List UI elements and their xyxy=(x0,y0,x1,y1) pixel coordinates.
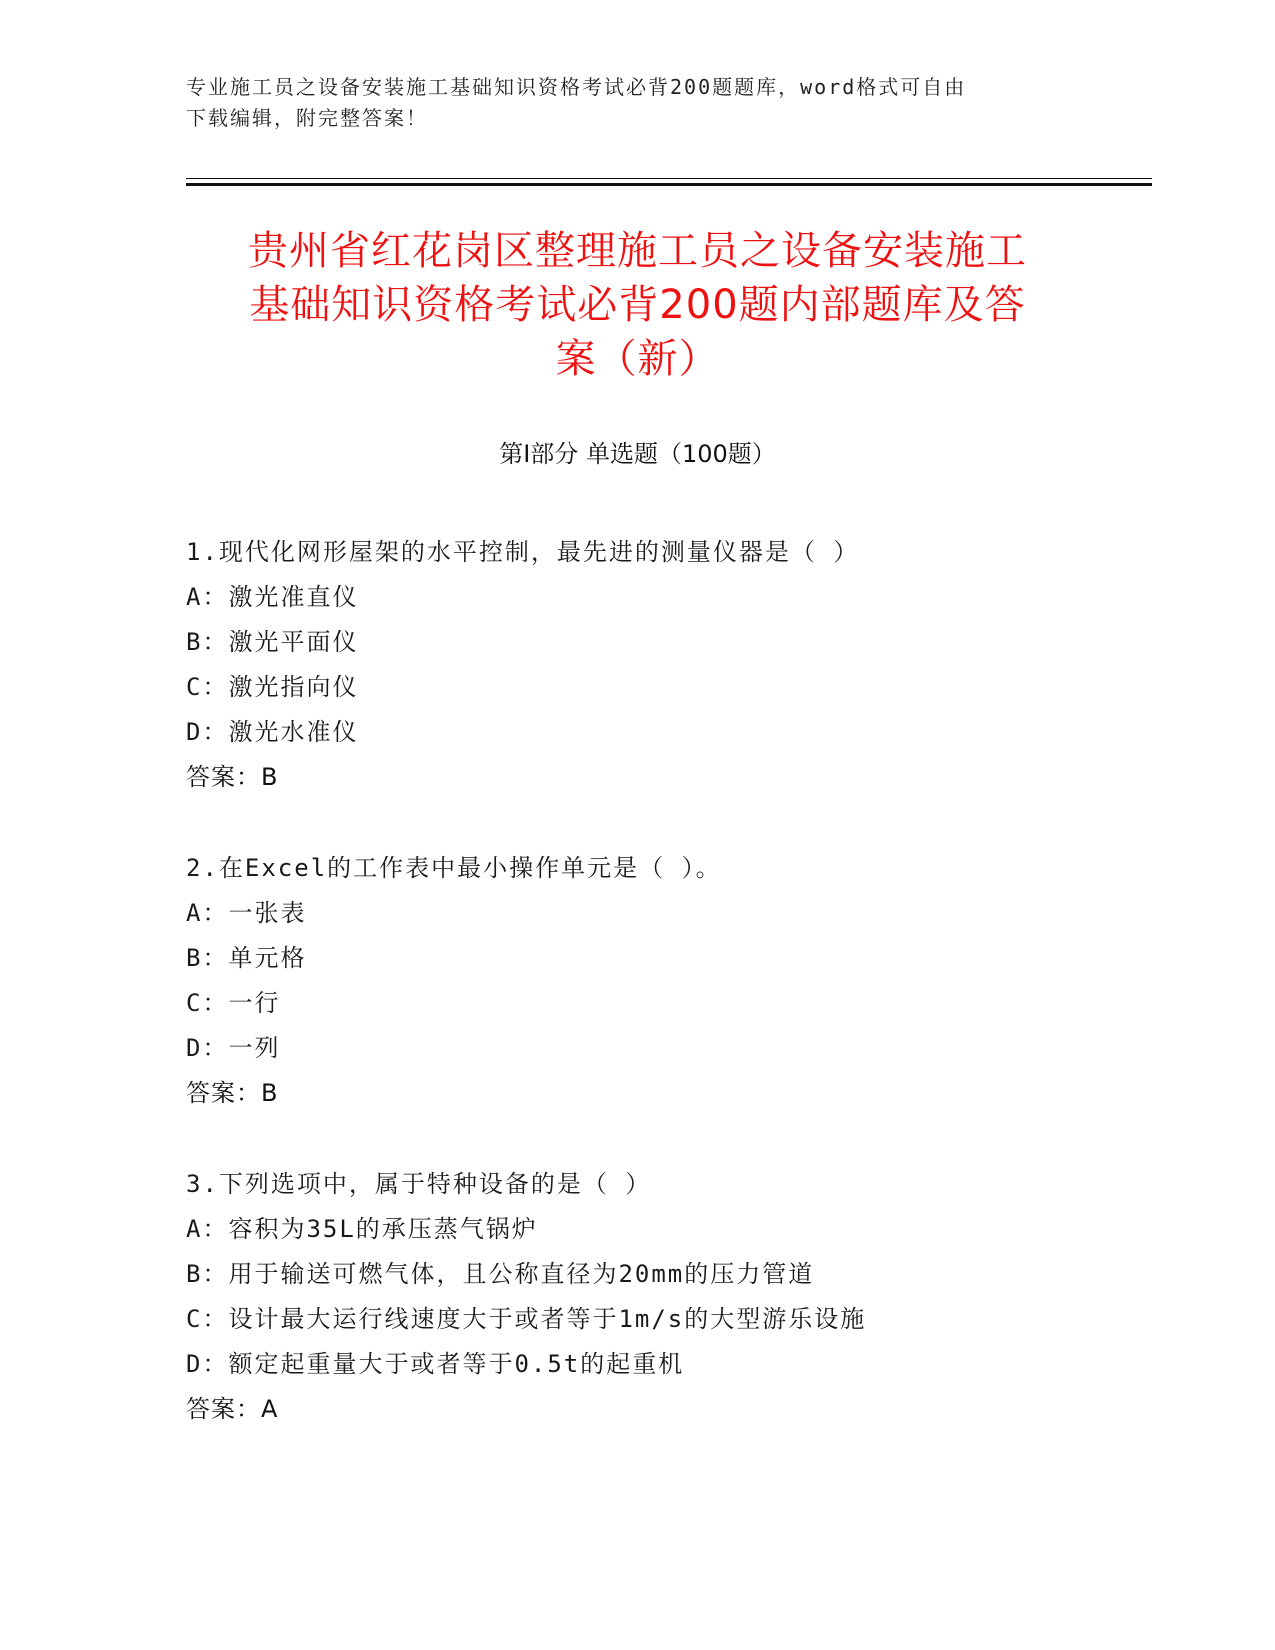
option-a: A：一张表 xyxy=(186,899,307,927)
answer: 答案：A xyxy=(186,1395,279,1423)
question-list xyxy=(186,530,1086,1478)
option-d: D：一列 xyxy=(186,1034,281,1062)
option-a: A：激光准直仪 xyxy=(186,583,359,611)
option-c: C：一行 xyxy=(186,989,281,1017)
header-divider-thick xyxy=(186,183,1152,186)
header-note-line2: 下载编辑，附完整答案！ xyxy=(186,106,428,130)
question-2 xyxy=(186,846,1086,1116)
option-c: C：设计最大运行线速度大于或者等于1m/s的大型游乐设施 xyxy=(186,1305,867,1333)
answer: 答案：B xyxy=(186,1079,279,1107)
option-d: D：额定起重量大于或者等于0.5t的起重机 xyxy=(186,1350,685,1378)
option-b: B：激光平面仪 xyxy=(186,628,359,656)
header-note xyxy=(186,72,1066,134)
option-c: C：激光指向仪 xyxy=(186,673,359,701)
question-stem: 2.在Excel的工作表中最小操作单元是（ ）。 xyxy=(186,854,722,882)
option-a: A：容积为35L的承压蒸气锅炉 xyxy=(186,1215,538,1243)
option-b: B：单元格 xyxy=(186,944,307,972)
question-1 xyxy=(186,530,1086,800)
header-divider-thin xyxy=(186,178,1152,179)
option-d: D：激光水准仪 xyxy=(186,718,359,746)
title-line3: 案（新） xyxy=(555,336,720,382)
question-3 xyxy=(186,1162,1086,1432)
title-line1: 贵州省红花岗区整理施工员之设备安装施工 xyxy=(248,228,1027,274)
header-note-line1: 专业施工员之设备安装施工基础知识资格考试必背200题题库，word格式可自由 xyxy=(186,75,967,99)
question-stem: 3.下列选项中，属于特种设备的是（ ） xyxy=(186,1170,652,1198)
title-line2: 基础知识资格考试必背200题内部题库及答 xyxy=(249,282,1026,328)
section-title: 第Ⅰ部分 单选题（100题） xyxy=(499,440,776,468)
question-stem: 1.现代化网形屋架的水平控制，最先进的测量仪器是（ ） xyxy=(186,538,860,566)
document-title xyxy=(186,224,1089,386)
answer: 答案：B xyxy=(186,763,279,791)
option-b: B：用于输送可燃气体，且公称直径为20mm的压力管道 xyxy=(186,1260,815,1288)
